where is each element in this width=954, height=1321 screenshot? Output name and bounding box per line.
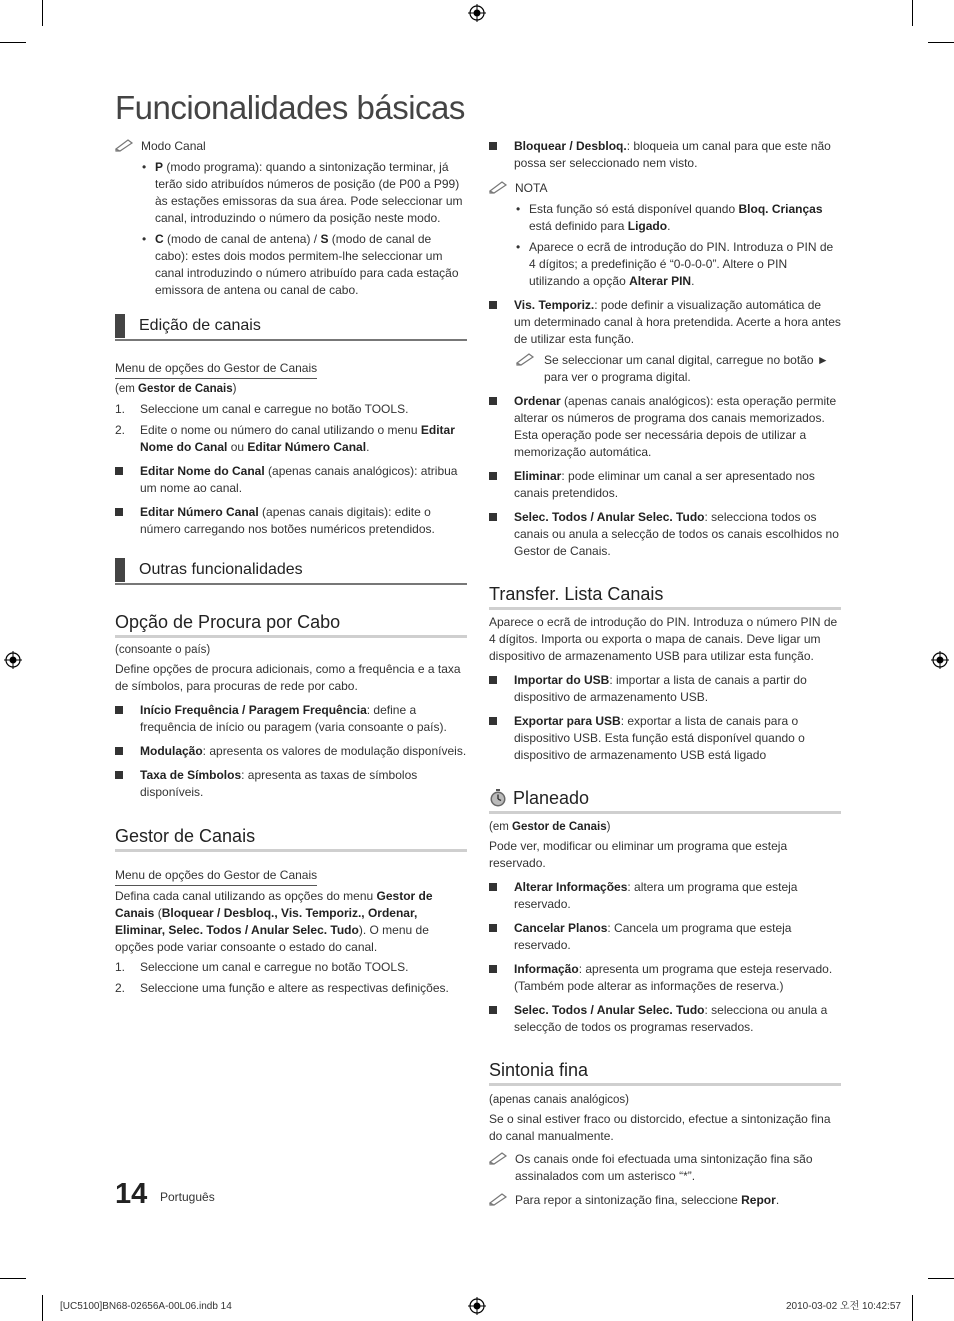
note-text: Se seleccionar um canal digital, carregue no botão ► para ver o programa digital. <box>544 353 829 384</box>
bullet-exportar: Exportar para USB: exportar a lista de canais para o dispositivo USB. Esta função está disponível quando o dispositivo de armazenamento USB está ligado <box>489 713 841 764</box>
section-title-gestor: Gestor de Canais <box>115 825 467 852</box>
pencil-note-icon <box>489 1192 509 1206</box>
bullet-taxa-simbolos: Taxa de Símbolos: apresenta as taxas de símbolos disponíveis. <box>115 767 467 801</box>
modo-canal-list <box>115 159 467 299</box>
section-title-sintonia: Sintonia fina <box>489 1059 841 1086</box>
note-repor <box>489 1192 841 1209</box>
right-column <box>489 135 841 1209</box>
bullet-editar-numero: Editar Número Canal (apenas canais digitais): edite o número carregando nos botões numéricos pretendidos. <box>115 504 467 538</box>
left-column <box>115 135 467 1001</box>
desc: (modo de canal de antena) / <box>163 232 321 246</box>
crop-mark <box>928 1278 954 1279</box>
list-item: • Aparece o ecrã de introdução do PIN. Introduza o PIN de 4 dígitos; a predefinição é “0-0-0-0”. Altere o PIN utilizando a opção Alterar PIN. <box>489 239 841 290</box>
pencil-note-icon <box>489 1151 509 1165</box>
pencil-note-icon <box>489 180 509 194</box>
bullet-eliminar: Eliminar: pode eliminar um canal a ser apresentado nos canais pretendidos. <box>489 468 841 502</box>
registration-mark-icon <box>931 651 949 669</box>
section-title-planeado <box>489 787 841 814</box>
desc: (modo de canal de cabo): estes dois modos permitem-lhe seleccionar um canal introduzindo o número atribuído para cada estação emissora de antena ou canal de cabo. <box>155 232 459 297</box>
note-text: . <box>775 1193 780 1207</box>
crop-mark <box>0 1278 26 1279</box>
list-item <box>115 231 467 299</box>
note-term: Repor <box>741 1193 776 1207</box>
bullet-bloquear: Bloquear / Desbloq.: bloqueia um canal para que este não possa ser seleccionado nem visto. <box>489 138 841 172</box>
term: P <box>155 160 164 174</box>
note-text: Modo Canal <box>141 139 206 153</box>
context-note: (em Gestor de Canais) <box>115 383 237 395</box>
step: 1. Seleccione um canal e carregue no botão TOOLS. <box>115 960 409 974</box>
print-slug-right: 2010-03-02 오전 10:42:57 <box>786 1301 901 1312</box>
term: C <box>155 232 164 246</box>
note-nota <box>489 180 841 197</box>
pencil-note-icon <box>516 352 536 366</box>
bullet-cancelar-planos: Cancelar Planos: Cancela um programa que esteja reservado. <box>489 920 841 954</box>
note-text: Para repor a sintonização fina, seleccione <box>515 1193 742 1207</box>
section-title-text: Planeado <box>513 788 590 808</box>
crop-mark <box>912 0 913 26</box>
note-vis-temporiz <box>489 352 841 386</box>
list-item <box>115 159 467 227</box>
bullet-selec-todos-planos: Selec. Todos / Anular Selec. Tudo: selecciona ou anula a selecção de todos os programas reservados. <box>489 1002 841 1036</box>
bullet-vis-temporiz: Vis. Temporiz.: pode definir a visualização automática de um determinado canal à hora pretendida. Acerte a hora antes de utilizar esta função. <box>489 297 841 348</box>
registration-mark-icon <box>468 1297 486 1315</box>
bullet-modulacao: Modulação: apresenta os valores de modulação disponíveis. <box>115 743 467 760</box>
note-label: NOTA <box>515 181 548 195</box>
section-heading-edicao: Edição de canais <box>115 316 467 341</box>
crop-mark <box>912 1295 913 1321</box>
section-heading-outras: Outras funcionalidades <box>115 560 467 585</box>
planeado-intro: Pode ver, modificar ou eliminar um programa que esteja reservado. <box>489 839 788 870</box>
bullet-informacao: Informação: apresenta um programa que esteja reservado. (Também pode alterar as informações de reserva.) <box>489 961 841 995</box>
note-modo-canal <box>115 138 467 155</box>
bullet-editar-nome: Editar Nome do Canal (apenas canais analógicos): atribua um nome ao canal. <box>115 463 467 497</box>
procura-intro: Define opções de procura adicionais, como a frequência e a taxa de símbolos, para procuras de rede por cabo. <box>115 662 461 693</box>
step: 2. Seleccione uma função e altere as respectivas definições. <box>115 981 449 995</box>
sintonia-intro: Se o sinal estiver fraco ou distorcido, efectue a sintonização fina do canal manualmente. <box>489 1112 831 1143</box>
bullet-selec-todos: Selec. Todos / Anular Selec. Tudo: selecciona todos os canais ou anula a selecção de todos os canais escolhidos no Gestor de Canais. <box>489 509 841 560</box>
term: S <box>320 232 329 246</box>
crop-mark <box>42 1295 43 1321</box>
page-title: Funcionalidades básicas <box>115 89 465 126</box>
note-text: Os canais onde foi efectuada uma sintonização fina são assinalados com um asterisco “*”. <box>515 1152 813 1183</box>
step: 1. Seleccione um canal e carregue no botão TOOLS. <box>115 402 409 416</box>
nota-list <box>489 201 841 290</box>
section-title-procura: Opção de Procura por Cabo <box>115 611 467 638</box>
list-item: • Esta função só está disponível quando Bloq. Crianças está definido para Ligado. <box>489 201 841 235</box>
desc: (modo programa): quando a sintonização terminar, já terão sido atribuídos números de posição (de P00 a P99) às estações emissoras da sua área. Pode seleccionar um canal, introduzindo o número da posição neste modo. <box>155 160 463 225</box>
registration-mark-icon <box>468 4 486 22</box>
bullet-ordenar: Ordenar (apenas canais analógicos): esta operação permite alterar os números de programa dos canais memorizados. Esta operação pode ser necessária depois de utilizar a memorização automática. <box>489 393 841 461</box>
country-note: (consoante o país) <box>115 644 211 656</box>
print-slug-left: [UC5100]BN68-02656A-00L06.indb 14 <box>60 1301 232 1312</box>
bullet-frequencia: Início Frequência / Paragem Frequência: define a frequência de início ou paragem (varia consoante o país). <box>115 702 467 736</box>
crop-mark <box>42 0 43 26</box>
bullet-importar: Importar do USB: importar a lista de canais a partir do dispositivo de armazenamento USB. <box>489 672 841 706</box>
gestor-intro: Defina cada canal utilizando as opções do menu Gestor de Canais (Bloquear / Desbloq., Vis. Temporiz., Ordenar, Eliminar, Selec. Todos / Anular Selec. Tudo). O menu de opções pode variar consoante o estado do canal. <box>115 889 433 954</box>
clock-icon <box>489 789 507 807</box>
step: 2. Edite o nome ou número do canal utilizando o menu Editar Nome do Canal ou Editar Número Canal. <box>115 423 455 454</box>
note-asterisco <box>489 1151 841 1185</box>
crop-mark <box>0 42 26 43</box>
crop-mark <box>928 42 954 43</box>
footer-language: Português <box>160 1190 215 1204</box>
menu-path: Menu de opções do Gestor de Canais <box>115 867 317 886</box>
analog-note: (apenas canais analógicos) <box>489 1094 630 1106</box>
section-title-transfer: Transfer. Lista Canais <box>489 583 841 610</box>
context-note: (em Gestor de Canais) <box>489 821 611 833</box>
transfer-intro: Aparece o ecrã de introdução do PIN. Introduza o número PIN de 4 dígitos. Importa ou exporta o mapa de canais. Deve ligar um dispositivo de armazenamento USB para utilizar esta função. <box>489 615 838 663</box>
edicao-steps <box>115 401 467 456</box>
menu-path: Menu de opções do Gestor de Canais <box>115 360 317 379</box>
gestor-steps <box>115 959 467 997</box>
bullet-alterar-info: Alterar Informações: altera um programa que esteja reservado. <box>489 879 841 913</box>
pencil-note-icon <box>115 138 135 152</box>
page-number: 14 <box>115 1178 148 1210</box>
registration-mark-icon <box>4 651 22 669</box>
